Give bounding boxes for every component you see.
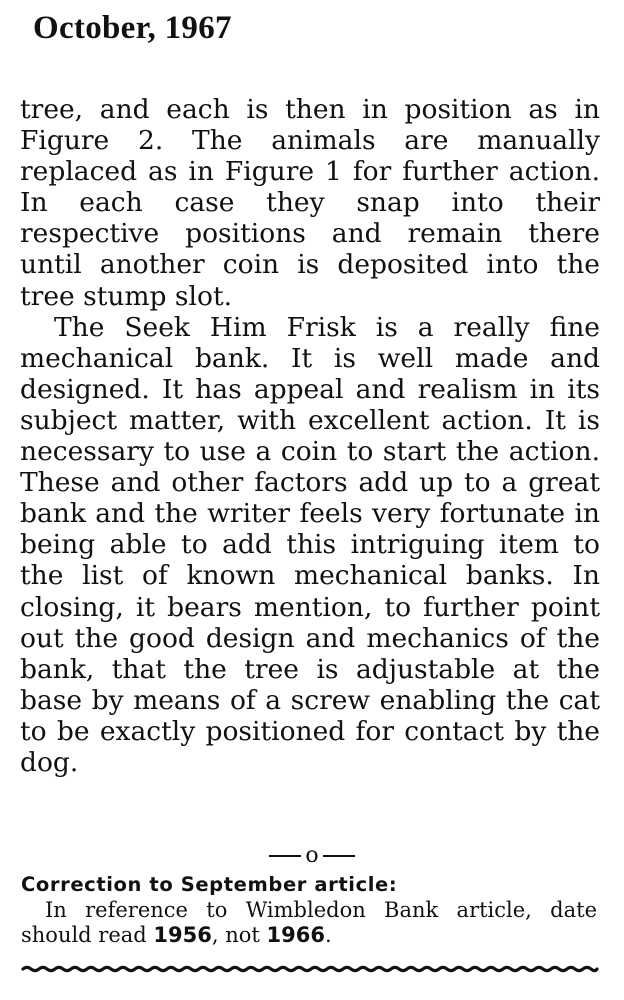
wavy-rule-divider [21,962,599,976]
divider-rule-right [323,855,355,857]
correction-text-before: In reference to Wimbledon Bank article, date should read [21,898,597,947]
divider-rule-left [269,855,301,857]
page-header-date: October, 1967 [33,10,232,46]
correction-heading: Correction to September article: [21,873,398,896]
article-body [20,94,600,778]
correction-paragraph [21,898,597,948]
correction-correct-year: 1956 [153,923,212,947]
divider-symbol: o [305,843,319,868]
article-paragraph-2: The Seek Him Frisk is a really fine mechanical bank. It is well made and designed. It has appeal and realism in its subject matter, with excellent action. It is necessary to use a coin to start the action. These and other factors add up to a great bank and the writer feels very fortunate in being able to add this intriguing item to the list of known mechanical banks. In closing, it bears mention, to further point out the good design and mechanics of the bank, that the tree is adjustable at the base by means of a screw enabling the cat to be exactly positioned for contact by the dog. [20,311,600,778]
correction-wrong-year: 1966 [266,923,325,947]
section-divider [0,843,624,869]
correction-text-after: . [324,923,332,947]
article-paragraph-1: tree, and each is then in position as in Figure 2. The animals are manually replaced as in Figure 1 for further action. In each case they snap into their respective positions and remain there until another coin is deposited into the tree stump slot. [20,94,600,312]
wavy-rule-path [23,967,597,970]
correction-body [21,898,597,948]
correction-text-middle: , not [211,923,267,947]
